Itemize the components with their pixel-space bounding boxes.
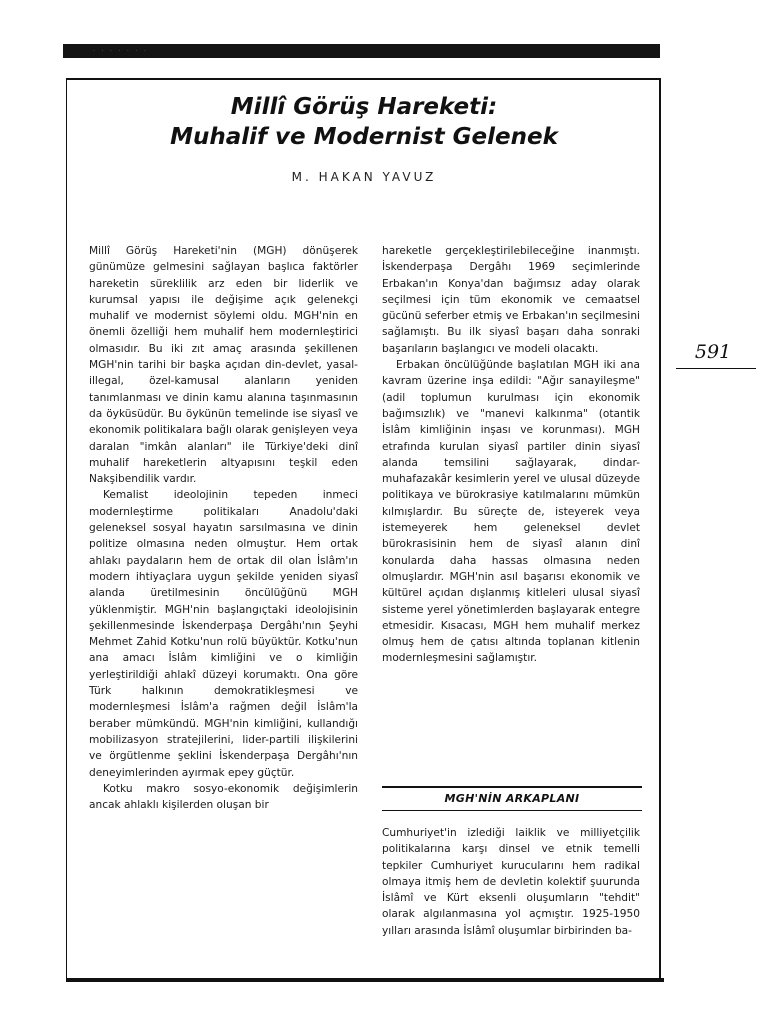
article-title-line2: Muhalif ve Modernist Gelenek bbox=[170, 124, 558, 150]
article-title-line1: Millî Görüş Hareketi: bbox=[230, 94, 498, 120]
top-header-bar bbox=[63, 44, 660, 58]
left-paragraph-3: Kotku makro sosyo-ekonomik değişimlerin ancak ahlaklı kişilerden oluşan bir bbox=[89, 782, 358, 812]
left-paragraph-2: Kemalist ideolojinin tepeden inmeci modernleştirme politikaları Anadolu'daki geleneksel sosyal hayatın sarsılmasına ve dinin politize olmasına neden olmuştur. Hem ortak ahlakı paydaların hem de ortak dil olan İslâm'ın modern ihtiyaçlara uygun şekilde yeniden siyasî alanda üretilmesinin öncülüğünü MGH yüklenmiştir. MGH'nin başlangıçtaki ideolojisinin şekillenmesinde İskenderpaşa Dergâhı'nın Şeyhi Mehmet Zahid Kotku'nun rolü büyüktür. Kotku'nun ana amacı İslâm kimliğini ve o kimliğin yerleştirildiği ahlakî düzeyi korumaktı. Ona göre Türk halkının demokratikleşmesi ve modernleşmesi İslâm'a rağmen değil İslâm'la beraber mümkündü. MGH'nin kimliğini, kullandığı mobilizasyon stratejilerini, lider-partili ilişkilerini ve örgütlenme şeklini İskenderpaşa Dergâhı'nın deneyimlerinden ayırmak epey güçtür. bbox=[89, 489, 358, 779]
left-column bbox=[89, 243, 358, 813]
right-column-top bbox=[382, 243, 640, 667]
right-column-bottom bbox=[382, 825, 640, 939]
right-paragraph-2: Erbakan öncülüğünde başlatılan MGH iki ana kavram üzerine inşa edildi: "Ağır sanayileşme" (adil toplumun kurulması için ekonomik bağımsızlık) ve "manevi kalkınma" (otantik İslâm kimliğinin inşası ve korunması). MGH etrafında kurulan siyasî partiler dinin siyasî alanda temsilini sağlayarak, dindar-muhafazakâr kesimlerin yerel ve ulusal düzeyde politikaya ve bürokrasiye katılmalarını mümkün kılmışlardır. Bu süreçte de, isteyerek veya istemeyerek hem geleneksel devlet bürokrasisinin hem de siyasî alanın dinî konularda daha hassas olmasına neden olmuşlardır. MGH'nin asıl başarısı ekonomik ve kültürel açıdan dışlanmış kitleleri ulusal siyasî sisteme yerel yönetimlerden başlayarak entegre etmesidir. Kısacası, MGH hem muhalif merkez olmuş hem de çatısı altında toplanan kitlenin modernleşmesini sağlamıştır. bbox=[382, 359, 640, 665]
right-paragraph-3: Cumhuriyet'in izlediği laiklik ve milliyetçilik politikalarına karşı dinsel ve etnik temelli tepkiler Cumhuriyet kurucularını hem radikal olmaya itmiş hem de devletin kolektif şuurunda İslâmî ve Kürt eksenli oluşumların "tehdit" olarak algılanmasına yol açmıştır. 1925-1950 yılları arasında İslâmî oluşumlar birbirinden ba- bbox=[382, 827, 640, 937]
header-faint-text: · · · · · · · bbox=[93, 47, 148, 55]
left-paragraph-1: Millî Görüş Hareketi'nin (MGH) dönüşerek günümüze gelmesini sağlayan başlıca faktörler hareketin süreklilik arz eden bir liderlik ve kurumsal yapısı ile değişime açık gelenekçi muhalif ve modernist söylemi oldu. MGH'nin en önemli özelliği hem muhalif hem modernleştirici olmasıdır. Bu iki zıt amaç arasında şekillenen MGH'nin tarihi bir başka açıdan din-devlet, yasal-illegal, özel-kamusal alanların yeniden tanımlanması ve dinin kamu alanına taşınmasının da öyküsüdür. Bu öykünün temelinde ise siyasî ve ekonomik politikalara bağlı olarak genişleyen veya daralan "imkân alanları" ile Türkiye'deki dinî muhalif hareketlerin altyapısını teşkil eden Nakşibendilik vardır. bbox=[89, 245, 358, 486]
frame-bottom-rule bbox=[66, 978, 664, 982]
section-heading: MGH'NİN ARKAPLANI bbox=[382, 786, 642, 811]
article-author: M. HAKAN YAVUZ bbox=[291, 170, 437, 184]
page-number-rule bbox=[676, 368, 756, 369]
right-paragraph-1: hareketle gerçekleştirilebileceğine inanmıştı. İskenderpaşa Dergâhı 1969 seçimlerinde Erbakan'ın Konya'dan bağımsız aday olarak seçilmesi için tüm ekonomik ve cemaatsel gücünü seferber etmiş ve Erbakan'ın seçilmesini sağlamıştı. Bu ilk siyasî başarı daha sonraki başarıların başlangıcı ve modeli olacaktı. bbox=[382, 245, 640, 355]
page-number: 591 bbox=[694, 341, 732, 363]
